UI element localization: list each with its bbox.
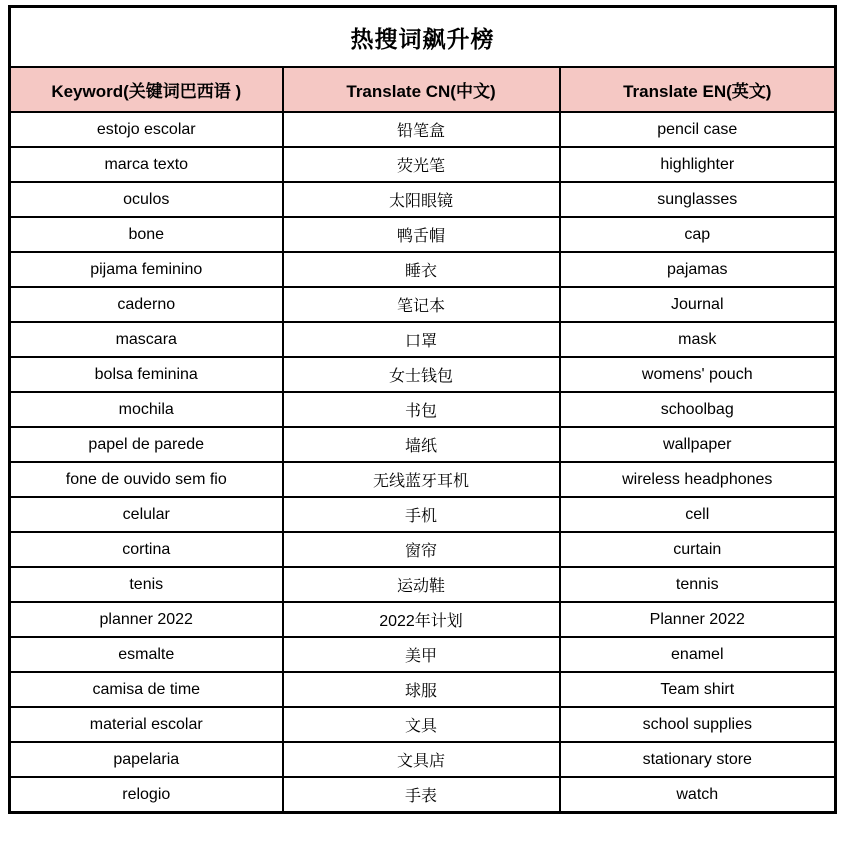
cell-translate-cn: 荧光笔: [283, 147, 560, 182]
cell-translate-en: school supplies: [560, 707, 836, 742]
cell-keyword: caderno: [10, 287, 283, 322]
cell-translate-cn: 文具店: [283, 742, 560, 777]
cell-keyword: tenis: [10, 567, 283, 602]
cell-translate-en: wallpaper: [560, 427, 836, 462]
cell-keyword: bone: [10, 217, 283, 252]
cell-keyword: bolsa feminina: [10, 357, 283, 392]
table-row: [10, 322, 836, 357]
column-header-translate-en: Translate EN(英文): [560, 67, 836, 112]
cell-translate-cn: 铅笔盒: [283, 112, 560, 147]
cell-keyword: camisa de time: [10, 672, 283, 707]
table-row: [10, 567, 836, 602]
cell-translate-cn: 女士钱包: [283, 357, 560, 392]
table-row: [10, 602, 836, 637]
cell-translate-en: womens' pouch: [560, 357, 836, 392]
cell-translate-en: pajamas: [560, 252, 836, 287]
cell-translate-en: enamel: [560, 637, 836, 672]
header-row: [10, 67, 836, 112]
cell-translate-en: stationary store: [560, 742, 836, 777]
cell-keyword: mochila: [10, 392, 283, 427]
cell-translate-en: Planner 2022: [560, 602, 836, 637]
cell-translate-cn: 睡衣: [283, 252, 560, 287]
cell-keyword: papelaria: [10, 742, 283, 777]
cell-keyword: relogio: [10, 777, 283, 813]
hot-search-table: [8, 5, 837, 814]
cell-translate-en: curtain: [560, 532, 836, 567]
cell-translate-en: mask: [560, 322, 836, 357]
cell-translate-en: watch: [560, 777, 836, 813]
cell-keyword: cortina: [10, 532, 283, 567]
cell-translate-cn: 运动鞋: [283, 567, 560, 602]
cell-translate-en: Team shirt: [560, 672, 836, 707]
cell-keyword: estojo escolar: [10, 112, 283, 147]
cell-translate-en: cap: [560, 217, 836, 252]
cell-translate-en: schoolbag: [560, 392, 836, 427]
column-header-translate-cn: Translate CN(中文): [283, 67, 560, 112]
cell-translate-en: tennis: [560, 567, 836, 602]
cell-translate-cn: 窗帘: [283, 532, 560, 567]
cell-keyword: papel de parede: [10, 427, 283, 462]
table-body: [10, 112, 836, 813]
title-row: [10, 7, 836, 68]
cell-keyword: marca texto: [10, 147, 283, 182]
cell-translate-cn: 笔记本: [283, 287, 560, 322]
table-row: [10, 252, 836, 287]
table-row: [10, 497, 836, 532]
table-row: [10, 707, 836, 742]
cell-keyword: celular: [10, 497, 283, 532]
cell-keyword: planner 2022: [10, 602, 283, 637]
table-row: [10, 287, 836, 322]
column-header-keyword: Keyword(关键词巴西语 ): [10, 67, 283, 112]
table-row: [10, 777, 836, 813]
cell-translate-cn: 鸭舌帽: [283, 217, 560, 252]
cell-keyword: fone de ouvido sem fio: [10, 462, 283, 497]
cell-translate-cn: 球服: [283, 672, 560, 707]
document-sheet: [8, 5, 834, 814]
cell-keyword: mascara: [10, 322, 283, 357]
cell-translate-en: pencil case: [560, 112, 836, 147]
page-title: 热搜词飙升榜: [10, 7, 836, 68]
cell-translate-cn: 墙纸: [283, 427, 560, 462]
cell-translate-cn: 2022年计划: [283, 602, 560, 637]
cell-translate-cn: 手表: [283, 777, 560, 813]
cell-translate-en: sunglasses: [560, 182, 836, 217]
table-row: [10, 427, 836, 462]
cell-translate-en: Journal: [560, 287, 836, 322]
table-row: [10, 392, 836, 427]
table-row: [10, 742, 836, 777]
table-row: [10, 217, 836, 252]
cell-translate-cn: 无线蓝牙耳机: [283, 462, 560, 497]
cell-translate-en: cell: [560, 497, 836, 532]
table-row: [10, 112, 836, 147]
cell-translate-en: highlighter: [560, 147, 836, 182]
table-row: [10, 462, 836, 497]
cell-keyword: esmalte: [10, 637, 283, 672]
cell-translate-cn: 太阳眼镜: [283, 182, 560, 217]
cell-keyword: material escolar: [10, 707, 283, 742]
cell-translate-cn: 文具: [283, 707, 560, 742]
table-row: [10, 147, 836, 182]
table-row: [10, 637, 836, 672]
table-row: [10, 357, 836, 392]
table-row: [10, 532, 836, 567]
cell-translate-cn: 书包: [283, 392, 560, 427]
cell-translate-cn: 手机: [283, 497, 560, 532]
cell-keyword: pijama feminino: [10, 252, 283, 287]
cell-keyword: oculos: [10, 182, 283, 217]
cell-translate-cn: 口罩: [283, 322, 560, 357]
table-row: [10, 182, 836, 217]
table-row: [10, 672, 836, 707]
cell-translate-en: wireless headphones: [560, 462, 836, 497]
cell-translate-cn: 美甲: [283, 637, 560, 672]
